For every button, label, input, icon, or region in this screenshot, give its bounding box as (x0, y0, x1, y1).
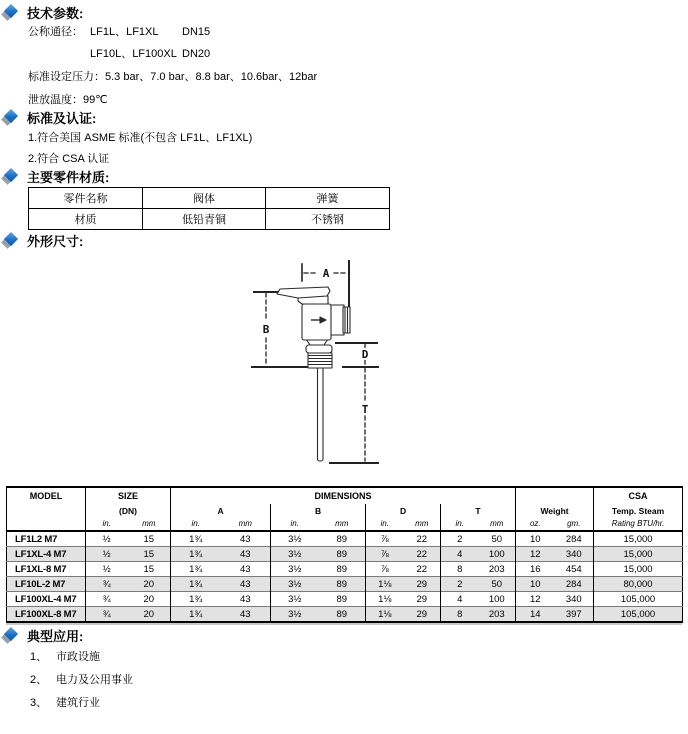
section-title: 标准及认证: (27, 111, 97, 126)
list-item (30, 694, 100, 710)
models-dn15: LF1L、LF1XL (90, 26, 159, 38)
list-item-text: 电力及公用事业 (56, 674, 133, 686)
unit-mm: mm (415, 519, 429, 528)
unit-gm: gm. (567, 519, 581, 528)
dim-label-a: A (322, 267, 330, 280)
nominal-diameter-line-2 (90, 45, 210, 61)
diamond-bullet-icon (2, 169, 20, 185)
csa-subheader-1: Temp. Steam (594, 504, 683, 517)
weight-header: Weight (516, 504, 594, 517)
col-header-model: MODEL (29, 491, 63, 501)
dim-group-a: A (171, 504, 271, 517)
diamond-bullet-icon (2, 110, 20, 126)
materials-value-row (29, 209, 390, 230)
spec-table-header (7, 487, 683, 531)
diamond-bullet-icon (2, 628, 20, 644)
nominal-diameter-label: 公称通径： (28, 26, 83, 38)
col-header-size: SIZE (86, 487, 171, 504)
list-item-number: 3、 (30, 697, 48, 709)
model-cell: LF1XL-4 M7 (15, 548, 67, 560)
col-header-csa: CSA (594, 487, 683, 504)
diamond-bullet-icon (2, 233, 20, 249)
model-cell: LF100XL-8 M7 (15, 608, 77, 620)
section-heading-tech-params (2, 3, 83, 22)
model-cell: LF10L-2 M7 (15, 578, 66, 590)
section-title: 技术参数: (27, 6, 84, 21)
unit-in: in. (271, 517, 319, 531)
materials-spring-value: 不锈钢 (266, 209, 390, 230)
unit-mm: mm (238, 519, 252, 528)
list-item-number: 2、 (30, 674, 48, 686)
standards-item-1: 1.符合美国 ASME 标准(不包含 LF1L、LF1XL) (28, 132, 253, 144)
unit-in: in. (441, 517, 479, 531)
materials-body-value: 低铅青铜 (143, 209, 266, 230)
table-row: LF1XL-8 M7 ½ 15 1¾ 43 3½ 89 ⅞ 22 8 203 16 454 15,000 (7, 562, 683, 577)
table-row: LF10L-2 M7 ¾ 20 1¾ 43 3½ 89 1⅛ 29 2 50 10 284 80,000 (7, 577, 683, 592)
diamond-bullet-icon (2, 5, 20, 21)
dim-label-d: D (361, 348, 369, 361)
table-row: LF1XL-4 M7 ½ 15 1¾ 43 3½ 89 ⅞ 22 4 100 12 340 15,000 (7, 547, 683, 562)
unit-mm: mm (490, 519, 504, 528)
discharge-temperature-line: 泄放温度：99℃ (28, 94, 108, 106)
dn15-value: DN15 (182, 26, 211, 38)
model-cell: LF1L2 M7 (15, 533, 58, 545)
table-bottom-rule (6, 623, 682, 625)
table-row: LF100XL-8 M7 ¾ 20 1¾ 43 3½ 89 1⅛ 29 8 203 14 397 105,000 (7, 607, 683, 623)
dim-group-t: T (441, 504, 516, 517)
section-title: 典型应用: (27, 629, 84, 644)
list-item-text: 市政设施 (56, 651, 100, 663)
materials-row-label: 材质 (29, 209, 143, 230)
materials-header-row (29, 188, 390, 209)
col-header-dimensions: DIMENSIONS (171, 487, 516, 504)
col-header-weight-spacer (516, 487, 594, 504)
unit-mm: mm (335, 519, 349, 528)
csa-subheader-2: Rating BTU/hr. (594, 517, 683, 531)
model-cell: LF100XL-4 M7 (15, 593, 77, 605)
list-item (30, 648, 100, 664)
unit-in: in. (366, 517, 404, 531)
materials-header-spring: 弹簧 (266, 188, 390, 209)
unit-in: in. (171, 517, 221, 531)
materials-header-body: 阀体 (143, 188, 266, 209)
materials-table (28, 187, 390, 230)
dn20-value: DN20 (182, 48, 211, 60)
section-title: 主要零件材质: (27, 170, 110, 185)
dim-label-t: T (361, 403, 369, 416)
list-item (30, 671, 133, 687)
nominal-diameter-line-1 (28, 23, 210, 39)
dim-label-b: B (262, 323, 270, 336)
spec-table (6, 486, 683, 623)
section-heading-dimensions (2, 231, 83, 250)
materials-header-part: 零件名称 (29, 188, 143, 209)
dim-group-d: D (366, 504, 441, 517)
section-heading-applications (2, 626, 83, 645)
set-pressure-line: 标准设定压力：5.3 bar、7.0 bar、8.8 bar、10.6bar、12bar (28, 71, 318, 83)
list-item-text: 建筑行业 (56, 697, 100, 709)
dim-group-b: B (271, 504, 366, 517)
unit-oz: oz. (516, 517, 555, 531)
size-dn-subheader: (DN) (86, 504, 171, 517)
section-title: 外形尺寸: (27, 234, 84, 249)
valve-dimension-drawing (240, 246, 476, 486)
table-row: LF1L2 M7 ½ 15 1¾ 43 3½ 89 ⅞ 22 2 50 10 284 15,000 (7, 531, 683, 547)
model-cell: LF1XL-8 M7 (15, 563, 67, 575)
table-row: LF100XL-4 M7 ¾ 20 1¾ 43 3½ 89 1⅛ 29 4 100 12 340 105,000 (7, 592, 683, 607)
section-heading-standards (2, 108, 96, 127)
models-dn20: LF10L、LF100XL (90, 48, 177, 60)
list-item-number: 1、 (30, 651, 48, 663)
unit-in: in. (86, 517, 128, 531)
unit-mm: mm (142, 519, 156, 528)
section-heading-materials (2, 167, 109, 186)
standards-item-2: 2.符合 CSA 认证 (28, 153, 110, 165)
